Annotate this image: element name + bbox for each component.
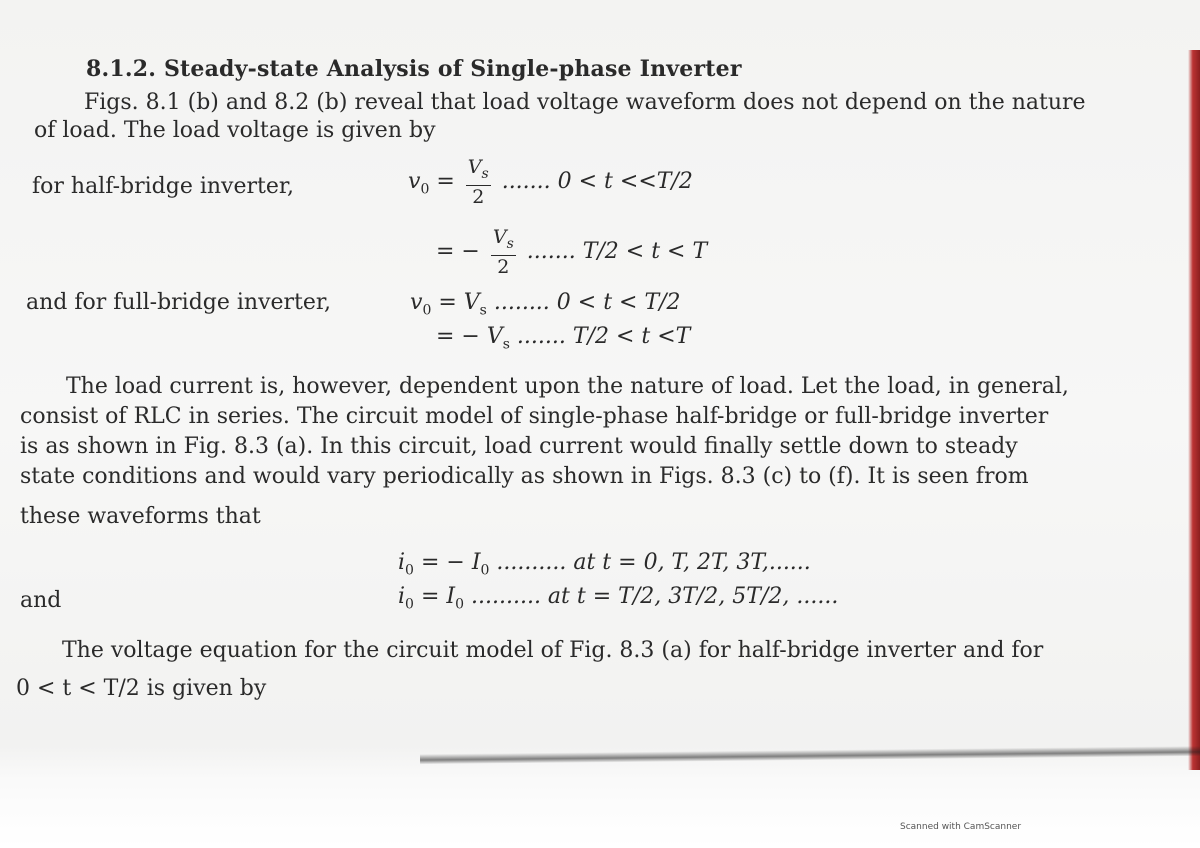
section-heading: 8.1.2. Steady-state Analysis of Single-phase Inverter <box>86 56 742 82</box>
condition-text: ....... T/2 < t < T <box>519 238 708 264</box>
paragraph1-line1: Figs. 8.1 (b) and 8.2 (b) reveal that load voltage waveform does not depend on the nature <box>84 90 1086 115</box>
condition-text: ....... T/2 < t <T <box>509 324 691 349</box>
i0-subscript: 0 <box>455 596 465 613</box>
equals-sign: = <box>429 168 462 194</box>
voltage-subscript: 0 <box>420 181 430 198</box>
fraction-vs-over-2 <box>491 226 516 278</box>
half-bridge-equation-2 <box>436 226 707 278</box>
current-subscript: 0 <box>405 596 414 613</box>
paragraph2-line2: consist of RLC in series. The circuit model of single-phase half-bridge or full-bridge inverter <box>20 404 1049 429</box>
voltage-subscript: 0 <box>422 302 432 319</box>
fraction-denominator: 2 <box>497 255 510 278</box>
fraction-denominator: 2 <box>472 185 485 208</box>
condition-text: .......... at t = 0, T, 2T, 3T,...... <box>489 550 811 575</box>
half-bridge-equation-1 <box>408 156 693 208</box>
i0-subscript: 0 <box>480 562 490 579</box>
equals-minus: = − <box>436 238 487 264</box>
paragraph2-line5: these waveforms that <box>20 504 261 529</box>
paragraph2-line3: is as shown in Fig. 8.3 (a). In this circuit, load current would finally settle down to steady <box>20 434 1018 459</box>
paragraph3-line1: The voltage equation for the circuit model of Fig. 8.3 (a) for half-bridge inverter and for <box>62 638 1044 663</box>
full-bridge-equation-1 <box>410 290 681 323</box>
paragraph2-line1: The load current is, however, dependent upon the nature of load. Let the load, in general, <box>66 374 1069 399</box>
paragraph1-line2: of load. The load voltage is given by <box>34 118 436 143</box>
page-fold-shadow <box>420 746 1200 764</box>
current-subscript: 0 <box>405 562 414 579</box>
vs-term: = V <box>431 290 480 315</box>
scanner-watermark: Scanned with CamScanner <box>900 822 1022 832</box>
i0-term: = I <box>413 584 456 609</box>
fraction-numerator: V <box>467 156 482 178</box>
current-symbol: i <box>398 550 406 575</box>
fraction-numerator-sub: s <box>481 165 489 182</box>
current-symbol: i <box>398 584 406 609</box>
current-equation-2 <box>398 584 838 617</box>
voltage-symbol: v <box>410 290 423 315</box>
paragraph3-line2: 0 < t < T/2 is given by <box>16 676 267 701</box>
condition-text: ........ 0 < t < T/2 <box>486 290 681 315</box>
vs-subscript: s <box>479 302 487 319</box>
full-bridge-equation-2 <box>436 324 690 357</box>
and-label: and <box>20 588 62 613</box>
half-bridge-label: for half-bridge inverter, <box>32 174 294 199</box>
paragraph2-line4: state conditions and would vary periodically as shown in Figs. 8.3 (c) to (f). It is seen from <box>20 464 1029 489</box>
voltage-symbol: v <box>408 168 421 194</box>
fraction-numerator-sub: s <box>506 235 514 252</box>
fraction-numerator: V <box>492 226 507 248</box>
minus-i0-term: = − I <box>413 550 481 575</box>
scan-edge-shadow <box>1188 50 1200 770</box>
current-equation-1 <box>398 550 811 583</box>
full-bridge-label: and for full-bridge inverter, <box>26 290 332 315</box>
vs-subscript: s <box>502 336 510 353</box>
condition-text: ....... 0 < t <<T/2 <box>494 168 693 194</box>
minus-vs-term: = − V <box>436 324 503 349</box>
condition-text: .......... at t = T/2, 3T/2, 5T/2, ...... <box>464 584 839 609</box>
fraction-vs-over-2 <box>466 156 491 208</box>
